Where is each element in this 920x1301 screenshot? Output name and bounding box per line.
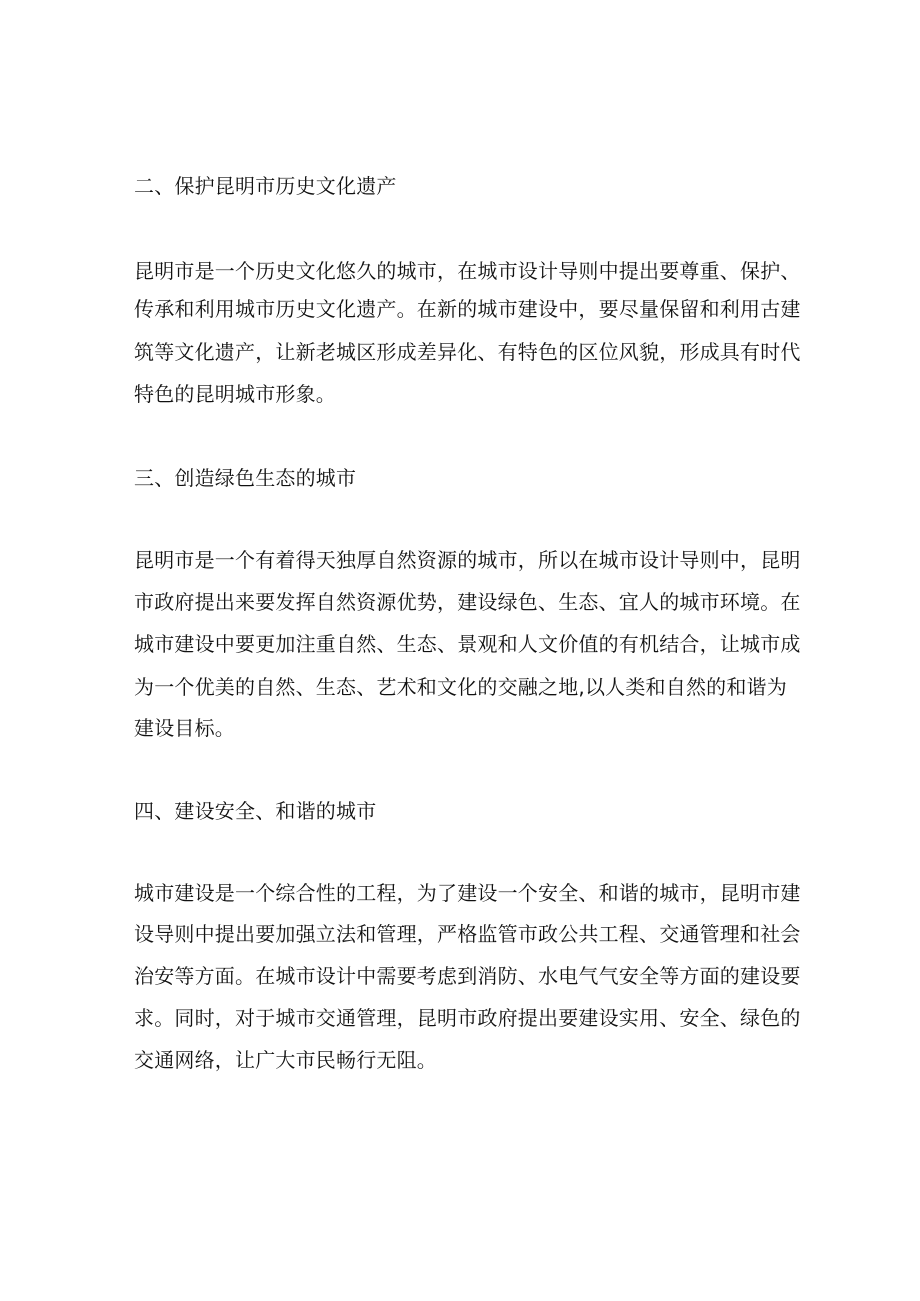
paragraph-line: 设导则中提出要加强立法和管理，严格监管市政公共工程、交通管理和社会 [134,922,801,946]
paragraph-line: 筑等文化遗产，让新老城区形成差异化、有特色的区位风貌，形成具有时代 [134,340,801,364]
section-heading: 三、创造绿色生态的城市 [134,466,357,490]
paragraph-line: 治安等方面。在城市设计中需要考虑到消防、水电气气安全等方面的建设要 [134,964,801,988]
paragraph-line: 为一个优美的自然、生态、艺术和文化的交融之地,以人类和自然的和谐为 [134,675,787,699]
section-heading: 二、保护昆明市历史文化遗产 [134,174,397,198]
paragraph-line: 求。同时，对于城市交通管理，昆明市政府提出要建设实用、安全、绿色的 [134,1006,801,1030]
paragraph-line: 建设目标。 [134,716,235,740]
paragraph-line: 城市建设是一个综合性的工程，为了建设一个安全、和谐的城市，昆明市建 [134,881,801,905]
paragraph-line: 城市建设中要更加注重自然、生态、景观和人文价值的有机结合，让城市成 [134,632,801,656]
paragraph-line: 传承和利用城市历史文化遗产。在新的城市建设中，要尽量保留和利用古建 [134,297,801,321]
paragraph-line: 市政府提出来要发挥自然资源优势，建设绿色、生态、宜人的城市环境。在 [134,590,801,614]
paragraph-line: 昆明市是一个有着得天独厚自然资源的城市，所以在城市设计导则中，昆明 [134,548,801,572]
section-heading: 四、建设安全、和谐的城市 [134,799,377,823]
paragraph-line: 昆明市是一个历史文化悠久的城市，在城市设计导则中提出要尊重、保护、 [134,259,801,283]
paragraph-line: 特色的昆明城市形象。 [134,382,336,406]
paragraph-line: 交通网络，让广大市民畅行无阻。 [134,1048,437,1072]
